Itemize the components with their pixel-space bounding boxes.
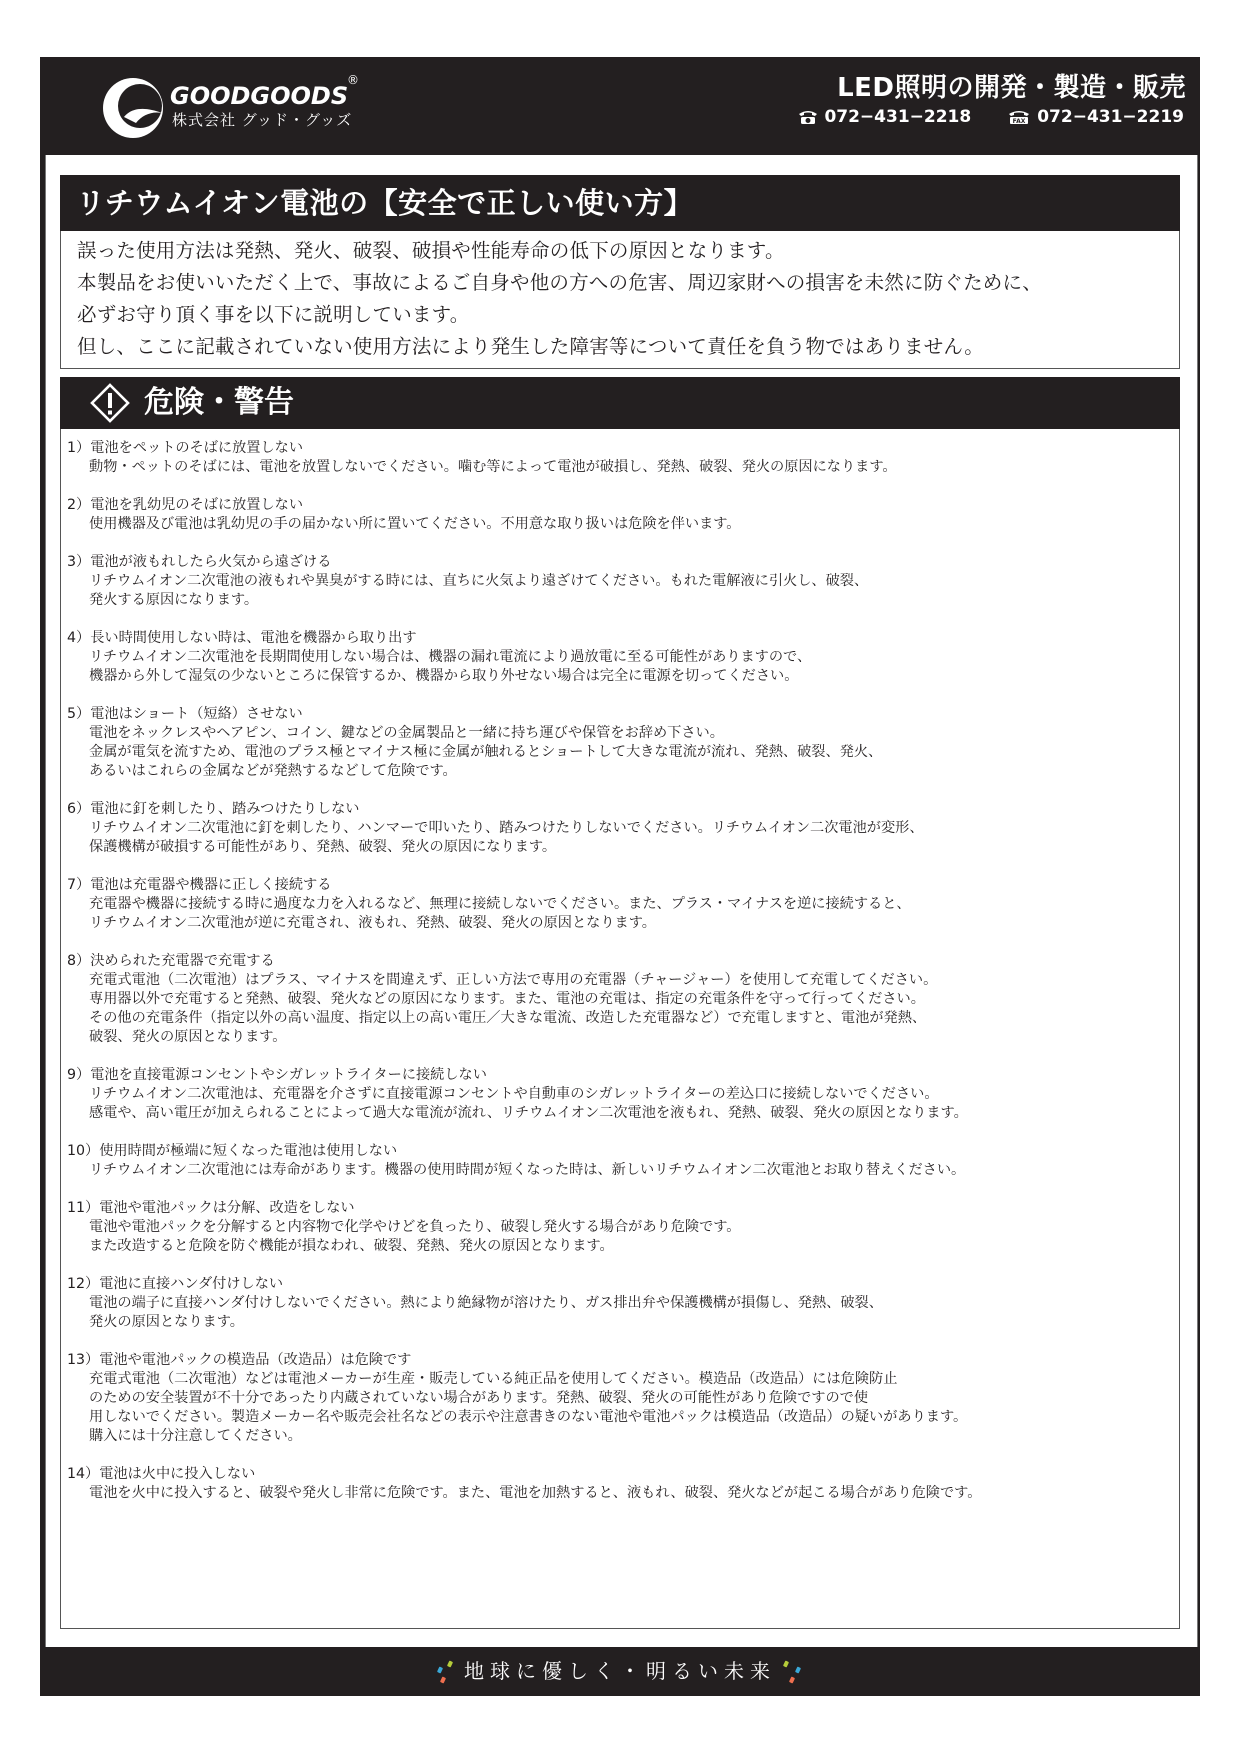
warning-item — [67, 1351, 1179, 1446]
warning-item — [67, 1275, 1179, 1332]
intro-line: 誤った使用方法は発熱、発火、破裂、破損や性能寿命の低下の原因となります。 — [77, 239, 785, 262]
warning-item-title: 7）電池は充電器や機器に正しく接続する — [67, 877, 332, 893]
warning-item-title: 8）決められた充電器で充電する — [67, 953, 275, 969]
warning-item-title: 13）電池や電池パックの模造品（改造品）は危険です — [67, 1352, 412, 1368]
warning-item-title: 12）電池に直接ハンダ付けしない — [67, 1276, 284, 1292]
warning-item-title: 3）電池が液もれしたら火気から遠ざける — [67, 554, 332, 570]
warning-item-text: 感電や、高い電圧が加えられることによって過大な電流が流れ、リチウムイオン二次電池を液もれ、発熱、破裂、発火の原因となります。 — [89, 1105, 968, 1121]
tagline: LED照明の開発・製造・販売 — [837, 73, 1186, 103]
warning-item-text: 電池の端子に直接ハンダ付けしないでください。熱により絶縁物が溶けたり、ガス排出弁や保護機構が損傷し、発熱、破裂、 — [89, 1295, 883, 1311]
warning-item-text: また改造すると危険を防ぐ機能が損なわれ、破裂、発熱、発火の原因となります。 — [89, 1238, 614, 1254]
sparkle-icon — [436, 1661, 458, 1685]
warning-item — [67, 1199, 1179, 1256]
warning-item-title: 4）長い時間使用しない時は、電池を機器から取り出す — [67, 630, 417, 646]
warning-item-text: 発火する原因になります。 — [89, 592, 259, 608]
warning-item — [67, 876, 1179, 933]
warning-item-text: 電池や電池パックを分解すると内容物で化学やけどを負ったり、破裂し発火する場合があり危険です。 — [89, 1219, 741, 1235]
warning-item-title: 2）電池を乳幼児のそばに放置しない — [67, 497, 304, 513]
warning-item-text: 金属が電気を流すため、電池のプラス極とマイナス極に金属が触れるとショートして大きな電流が流れ、発熱、破裂、発火、 — [89, 744, 883, 760]
sparkle-icon — [782, 1661, 804, 1685]
warning-item — [67, 439, 1179, 477]
svg-text:FAX: FAX — [1012, 118, 1026, 125]
warning-item-title: 1）電池をペットのそばに放置しない — [67, 440, 304, 456]
warning-item-text: 動物・ペットのそばには、電池を放置しないでください。噛む等によって電池が破損し、発熱、破裂、発火の原因になります。 — [89, 459, 897, 475]
intro-title: リチウムイオン電池の【安全で正しい使い方】 — [60, 175, 1180, 231]
warning-item-text: 発火の原因となります。 — [89, 1314, 244, 1330]
slogan — [40, 1659, 1200, 1685]
warning-item-text: 充電器や機器に接続する時に過度な力を入れるなど、無理に接続しないでください。また、プラス・マイナスを逆に接続すると、 — [89, 896, 911, 912]
tel-value: 072−431−2218 — [824, 107, 972, 127]
warnings-title: 危険・警告 — [144, 385, 294, 420]
warning-item-text: 機器から外して湿気の少ないところに保管するか、機器から取り外せない場合は完全に電源を切ってください。 — [89, 668, 799, 684]
intro-line: 必ずお守り頂く事を以下に説明しています。 — [77, 303, 470, 326]
warning-item-text: 破裂、発火の原因となります。 — [89, 1029, 287, 1045]
warning-item — [67, 1066, 1179, 1123]
goodgoods-logo-icon — [102, 77, 164, 139]
warnings-list — [60, 429, 1180, 1629]
warning-item-title: 10）使用時間が極端に短くなった電池は使用しない — [67, 1143, 398, 1159]
warning-item — [67, 496, 1179, 534]
warning-item-text: リチウムイオン二次電池は、充電器を介さずに直接電源コンセントや自動車のシガレットライターの差込口に接続しないでください。 — [89, 1086, 939, 1102]
warning-item — [67, 800, 1179, 857]
intro-body — [60, 231, 1180, 369]
company-logo — [102, 73, 362, 141]
warning-item — [67, 629, 1179, 686]
fax-value: 072−431−2219 — [1037, 107, 1184, 127]
warning-item-text: 用しないでください。製造メーカー名や販売会社名などの表示や注意書きのない電池や電池パックは模造品（改造品）の疑いがあります。 — [89, 1409, 968, 1425]
warning-item-text: その他の充電条件（指定以外の高い温度、指定以上の高い電圧／大きな電流、改造した充電器など）で充電しますと、電池が発熱、 — [89, 1010, 927, 1026]
warning-item — [67, 1465, 1179, 1503]
warnings-title-bar — [60, 377, 1180, 429]
header — [40, 57, 1200, 155]
warning-item-title: 14）電池は火中に投入しない — [67, 1466, 256, 1482]
warning-item-text: 保護機構が破損する可能性があり、発熱、破裂、発火の原因になります。 — [89, 839, 557, 855]
warning-diamond-icon — [90, 383, 130, 423]
fax-icon — [1007, 109, 1031, 125]
warning-item — [67, 705, 1179, 781]
warning-item-title: 5）電池はショート（短絡）させない — [67, 706, 303, 722]
warning-item-text: 専用器以外で充電すると発熱、破裂、発火などの原因になります。また、電池の充電は、指定の充電条件を守って行ってください。 — [89, 991, 925, 1007]
warning-item-text: 充電式電池（二次電池）などは電池メーカーが生産・販売している純正品を使用してください。模造品（改造品）には危険防止 — [89, 1371, 898, 1387]
warning-item-title: 6）電池に釘を刺したり、踏みつけたりしない — [67, 801, 360, 817]
warning-item-text: リチウムイオン二次電池には寿命があります。機器の使用時間が短くなった時は、新しいリチウムイオン二次電池とお取り替えください。 — [89, 1162, 966, 1178]
contact-numbers — [798, 107, 1184, 127]
warning-item-text: 使用機器及び電池は乳幼児の手の届かない所に置いてください。不用意な取り扱いは危険を伴います。 — [89, 516, 741, 532]
warning-item-text: リチウムイオン二次電池が逆に充電され、液もれ、発熱、破裂、発火の原因となります。 — [89, 915, 656, 931]
slogan-text: 地球に優しく・明るい未来 — [464, 1659, 776, 1683]
warning-item-text: 電池を火中に投入すると、破裂や発火し非常に危険です。また、電池を加熱すると、液もれ、破裂、発火などが起こる場合があり危険です。 — [89, 1485, 982, 1501]
intro-line: 本製品をお使いいただく上で、事故によるご自身や他の方への危害、周辺家財への損害を未然に防ぐために、 — [77, 271, 1042, 294]
fax-number — [1007, 107, 1184, 127]
warning-item-text: 電池をネックレスやヘアピン、コイン、鍵などの金属製品と一緒に持ち運びや保管をお辞め下さい。 — [89, 725, 724, 741]
warning-item-text: 充電式電池（二次電池）はプラス、マイナスを間違えず、正しい方法で専用の充電器（チャージャー）を使用して充電してください。 — [89, 972, 938, 988]
brand-name: GOODGOODS — [170, 82, 349, 110]
warning-item-text: のための安全装置が不十分であったり内蔵されていない場合があります。発熱、破裂、発火の可能性があり危険ですので使 — [89, 1390, 869, 1406]
warning-item — [67, 1142, 1179, 1180]
warning-item-text: リチウムイオン二次電池の液もれや異臭がする時には、直ちに火気より遠ざけてください。もれた電解液に引火し、破裂、 — [89, 573, 869, 589]
content-area — [45, 155, 1198, 1647]
warning-item — [67, 952, 1179, 1047]
page-frame — [40, 57, 1200, 1696]
warning-item-text: あるいはこれらの金属などが発熱するなどして危険です。 — [89, 763, 457, 779]
company-name: 株式会社 グッド・グッズ — [172, 111, 353, 129]
warning-item-title: 11）電池や電池パックは分解、改造をしない — [67, 1200, 355, 1216]
warning-item-text: 購入には十分注意してください。 — [89, 1428, 302, 1444]
warning-item-text: リチウムイオン二次電池を長期間使用しない場合は、機器の漏れ電流により過放電に至る可能性がありますので、 — [89, 649, 812, 665]
phone-icon — [798, 109, 818, 125]
footer — [40, 1647, 1200, 1696]
intro-line: 但し、ここに記載されていない使用方法により発生した障害等について責任を負う物ではありません。 — [77, 335, 984, 358]
warning-item — [67, 553, 1179, 610]
tel-number — [798, 107, 971, 127]
registered-mark: ® — [347, 73, 359, 87]
warning-item-text: リチウムイオン二次電池に釘を刺したり、ハンマーで叩いたり、踏みつけたりしないでください。リチウムイオン二次電池が変形、 — [89, 820, 924, 836]
warning-item-title: 9）電池を直接電源コンセントやシガレットライターに接続しない — [67, 1067, 487, 1083]
